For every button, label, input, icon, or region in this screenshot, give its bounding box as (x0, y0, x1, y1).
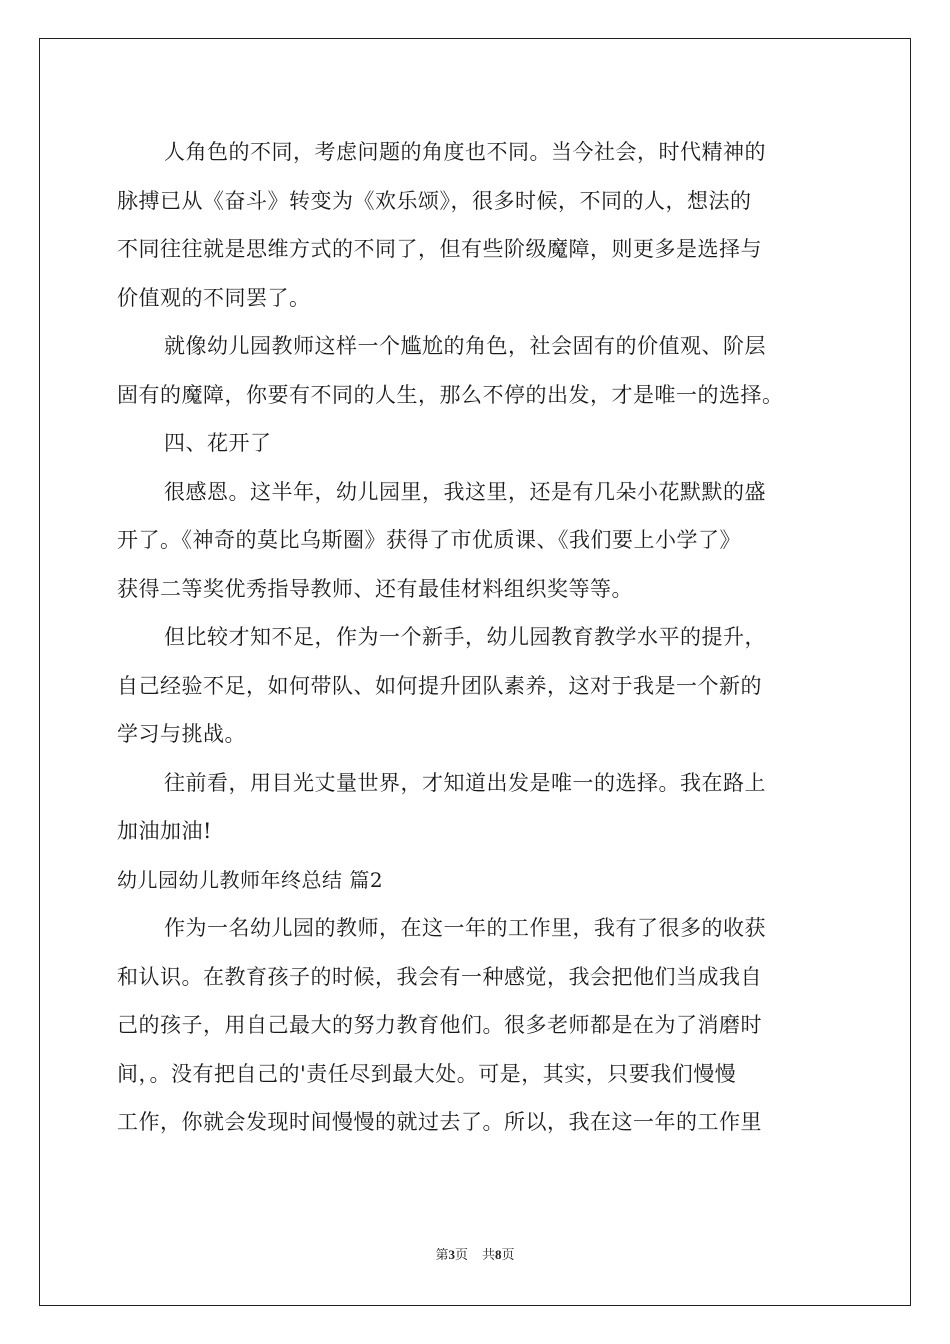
text-line: 不同往往就是思维方式的不同了，但有些阶级魔障，则更多是选择与 (117, 237, 762, 261)
text-line: 就像幼儿园教师这样一个尴尬的角色，社会固有的价值观、阶层 (164, 334, 766, 358)
text-line: 加油加油! (117, 819, 212, 843)
text-line: 很感恩。这半年，幼儿园里，我这里，还是有几朵小花默默的盛 (164, 479, 766, 504)
text-line: 获得二等奖优秀指导教师、还有最佳材料组织奖等等。 (117, 576, 633, 601)
text-line: 人角色的不同，考虑问题的角度也不同。当今社会，时代精神的 (164, 140, 766, 164)
text-line: 作为一名幼儿园的教师，在这一年的工作里，我有了很多的收获 (164, 916, 766, 940)
text-line: 往前看，用目光丈量世界，才知道出发是唯一的选择。我在路上 (164, 770, 766, 795)
total-page-number: 8 (495, 1247, 502, 1262)
current-page-number: 3 (448, 1247, 455, 1262)
text-line: 工作，你就会发现时间慢慢的就过去了。所以，我在这一年的工作里 (117, 1110, 762, 1134)
text-line: 间，。没有把自己的'责任尽到最大处。可是，其实，只要我们慢慢 (117, 1061, 737, 1086)
text-line: 固有的魔障，你要有不同的人生，那么不停的出发，才是唯一的选择。 (117, 382, 784, 407)
text-line: 但比较才知不足，作为一个新手，幼儿园教育教学水平的提升， (164, 625, 766, 649)
page-prefix: 第 (435, 1248, 449, 1263)
page-suffix: 页 (454, 1248, 468, 1263)
text-line: 学习与挑战。 (117, 722, 246, 746)
document-body (117, 128, 847, 1147)
article-title: 幼儿园幼儿教师年终总结 篇2 (117, 867, 384, 892)
text-line: 己的孩子，用自己最大的努力教育他们。很多老师都是在为了消磨时 (117, 1013, 762, 1037)
page-footer (0, 1244, 950, 1263)
text-line: 开了。《神奇的莫比乌斯圈》获得了市优质课、《我们要上小学了》 (117, 528, 741, 552)
text-line: 脉搏已从《奋斗》转变为《欢乐颂》，很多时候，不同的人，想法的 (117, 188, 752, 213)
total-prefix: 共 (482, 1248, 496, 1263)
text-line: 自己经验不足，如何带队、如何提升团队素养，这对于我是一个新的 (117, 673, 762, 698)
section-heading: 四、花开了 (164, 431, 272, 455)
text-line: 价值观的不同罢了。 (117, 285, 311, 310)
text-line: 和认识。在教育孩子的时候，我会有一种感觉，我会把他们当成我自 (117, 964, 762, 989)
total-suffix: 页 (501, 1248, 515, 1263)
